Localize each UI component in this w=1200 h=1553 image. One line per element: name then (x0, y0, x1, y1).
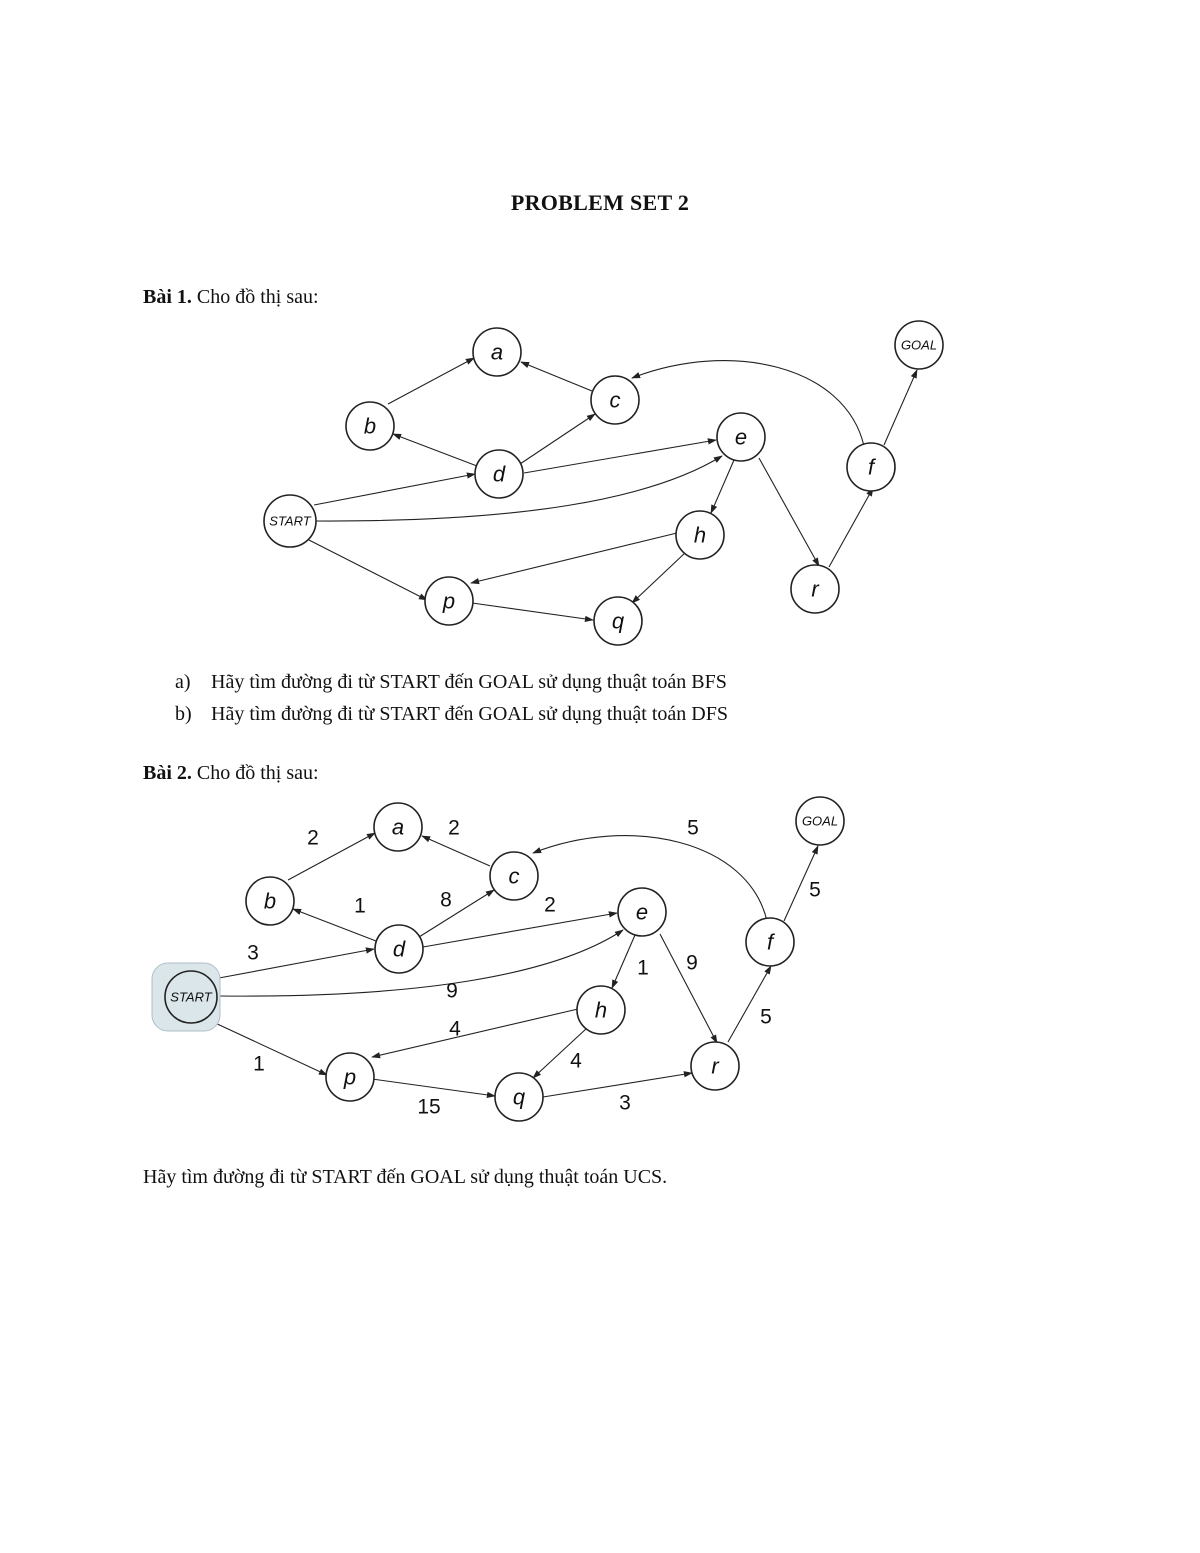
weight-start-p: 1 (253, 1052, 265, 1076)
weight-start-e: 9 (446, 979, 458, 1003)
w-edge-q-r (543, 1073, 692, 1097)
node2-h-label: h (594, 997, 608, 1023)
weight-d-c: 8 (440, 888, 452, 912)
node2-goal (796, 797, 844, 845)
problem2-question: Hãy tìm đường đi từ START đến GOAL sử dụng thuật toán UCS. (143, 1166, 668, 1188)
weight-h-p: 4 (449, 1017, 461, 1041)
node2-b (246, 877, 294, 925)
weight-f-c: 5 (687, 816, 699, 840)
problem2-label: Bài 2. (143, 762, 192, 784)
w-edge-b-a (288, 833, 375, 880)
question-a-text: Hãy tìm đường đi từ START đến GOAL sử dụng thuật toán BFS (211, 671, 727, 693)
node-start-label: START (269, 513, 311, 529)
w-edge-e-h (612, 935, 635, 988)
node2-e (618, 888, 666, 936)
node-b-label: b (363, 413, 377, 439)
node2-a (374, 803, 422, 851)
weight-q-r: 3 (619, 1091, 631, 1115)
node2-c (490, 852, 538, 900)
w-edge-start-p (213, 1022, 327, 1075)
node-d-label: d (492, 461, 506, 487)
problem1-label: Bài 1. (143, 286, 192, 308)
weight-start-d: 3 (247, 941, 259, 965)
node2-r (691, 1042, 739, 1090)
node2-q-label: q (512, 1084, 526, 1110)
weight-f-goal: 5 (809, 878, 821, 902)
w-edge-d-c (419, 890, 494, 937)
question-b-label: b) (175, 703, 192, 725)
node-p-label: p (442, 588, 456, 614)
w-edge-h-p (372, 1009, 578, 1057)
node2-f (746, 918, 794, 966)
node2-h (577, 986, 625, 1034)
node2-b-label: b (263, 888, 277, 914)
node2-c-label: c (508, 863, 520, 889)
node2-f-label: f (766, 929, 774, 955)
weight-h-q: 4 (570, 1049, 582, 1073)
node-goal-label: GOAL (900, 337, 938, 353)
node2-r-label: r (711, 1053, 719, 1079)
node-r-label: r (811, 576, 819, 602)
w-edge-p-q (372, 1079, 495, 1096)
weight-p-q: 15 (417, 1095, 441, 1119)
problem2-text: Cho đồ thị sau: (191, 762, 319, 784)
w-edge-r-f (728, 966, 771, 1042)
node2-p-label: p (343, 1064, 357, 1090)
question-b-text: Hãy tìm đường đi từ START đến GOAL sử dụng thuật toán DFS (211, 703, 728, 725)
w-edge-start-d (219, 949, 374, 978)
node2-start-label: START (170, 989, 212, 1005)
node-c-label: c (609, 387, 621, 413)
weight-e-h: 1 (637, 956, 649, 980)
weight-c-a: 2 (448, 816, 460, 840)
weight-d-b: 1 (354, 894, 366, 918)
weight-b-a: 2 (307, 826, 319, 850)
node-f-label: f (867, 454, 875, 480)
node2-p (326, 1053, 374, 1101)
node2-q (495, 1073, 543, 1121)
weight-e-r: 9 (686, 951, 698, 975)
node2-d (375, 925, 423, 973)
node2-start (152, 963, 220, 1031)
w-edge-c-a (422, 836, 490, 866)
node2-goal-label: GOAL (801, 813, 839, 829)
node-q-label: q (611, 608, 625, 634)
weight-d-e: 2 (544, 893, 556, 917)
node2-e-label: e (635, 899, 649, 925)
w-edge-d-e (423, 913, 617, 947)
node-a-label: a (490, 339, 504, 365)
node2-d-label: d (392, 936, 406, 962)
node2-a-label: a (391, 814, 405, 840)
question-a-label: a) (175, 671, 191, 693)
w-edge-e-r (660, 934, 717, 1043)
page-title: PROBLEM SET 2 (510, 190, 690, 215)
node-h-label: h (693, 522, 707, 548)
node-e-label: e (734, 424, 748, 450)
problem1-text: Cho đồ thị sau: (191, 286, 319, 308)
weight-r-f: 5 (760, 1005, 772, 1029)
